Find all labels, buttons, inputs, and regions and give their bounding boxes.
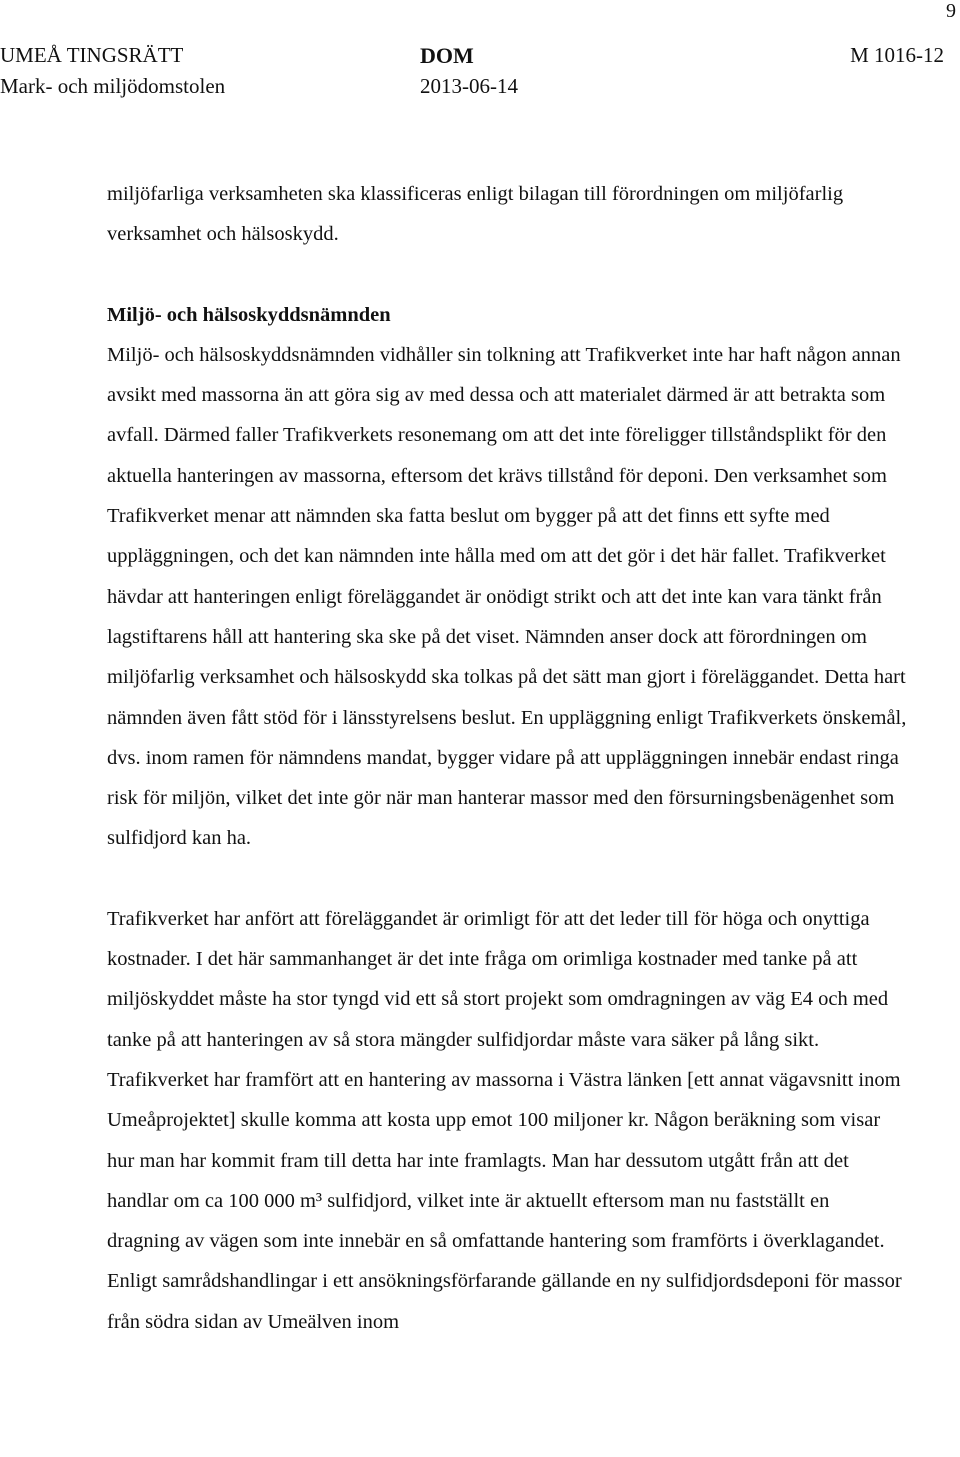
- section-heading: Miljö- och hälsoskyddsnämnden: [107, 303, 391, 326]
- paragraph: Miljö- och hälsoskyddsnämnden vidhåller sin tolkning att Trafikverket inte har haft någon annan avsikt med massorna än att göra sig av med dessa och att materialet därmed är att betrakta som avfall. Därmed faller Trafikverkets resonemang om att det inte föreligger tillståndsplikt för den aktuella hanteringen av massorna, eftersom det krävs tillstånd för deponi. Den verksamhet som Trafikverket menar att nämnden ska fatta beslut om bygger på att det finns ett syfte med uppläggningen, och det kan nämnden inte hålla med om att det gör i det här fallet. Trafikverket hävdar att hanteringen enligt föreläggandet är onödigt strikt och att det inte kan vara tänkt från lagstiftarens håll att hantering ska ske på det viset. Nämnden anser dock att förordningen om miljöfarlig verksamhet och hälsoskydd ska tolkas på det sätt man gjort i föreläggandet. Detta hart nämnden även fått stöd för i länsstyrelsens beslut. En uppläggning enligt Trafikverkets önskemål, dvs. inom ramen för nämndens mandat, bygger vidare på att uppläggningen innebär endast ringa risk för miljön, vilket det inte gör när man hanterar massor med den försurningsbenägenhet som sulfidjord kan ha.: [107, 343, 907, 850]
- court-name: UMEÅ TINGSRÄTT: [0, 43, 184, 67]
- case-number: M 1016-12: [850, 43, 944, 67]
- document-body: [107, 174, 907, 1342]
- document-date: 2013-06-14: [420, 74, 518, 98]
- document-header: [0, 40, 960, 102]
- court-division: Mark- och miljödomstolen: [0, 74, 226, 98]
- document-type: DOM: [420, 43, 474, 68]
- paragraph: miljöfarliga verksamheten ska klassificeras enligt bilagan till förordningen om miljöfarlig verksamhet och hälsoskydd.: [107, 183, 844, 246]
- page-number: 9: [946, 0, 956, 22]
- paragraph: Trafikverket har anfört att föreläggandet är orimligt för att det leder till för höga och onyttiga kostnader. I det här sammanhanget är det inte fråga om orimliga kostnader med tanke på att miljöskyddet måste ha stor tyngd vid ett så stort projekt som omdragningen av väg E4 och med tanke på att hanteringen av så stora mängder sulfidjordar måste vara säker på lång sikt. Trafikverket har framfört att en hantering av massorna i Västra länken [ett annat vägavsnitt inom Umeåprojektet] skulle komma att kosta upp emot 100 miljoner kr. Någon beräkning som visar hur man har kommit fram till detta har inte framlagts. Man har dessutom utgått från att det handlar om ca 100 000 m³ sulfidjord, vilket inte är aktuellt eftersom man nu fastställt en dragning av vägen som inte innebär en så omfattande hantering som framförts i överklagandet. Enligt samrådshandlingar i ett ansökningsförfarande gällande en ny sulfidjordsdeponi för massor från södra sidan av Umeälven inom: [107, 907, 902, 1333]
